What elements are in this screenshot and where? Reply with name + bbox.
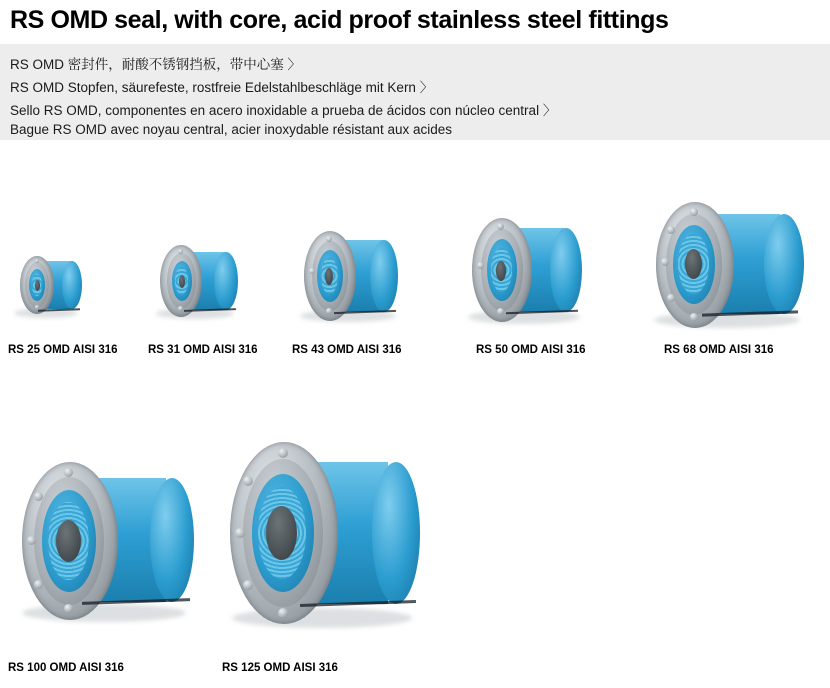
seal-core xyxy=(685,249,702,279)
seal-barrel-end xyxy=(214,252,238,310)
product-caption: RS 68 OMD AISI 316 xyxy=(664,344,774,356)
product-caption: RS 100 OMD AISI 316 xyxy=(8,662,124,674)
seal-bolt xyxy=(326,236,332,242)
subtitle-french: Bague RS OMD avec noyau central, acier inoxydable résistant aux acides xyxy=(10,122,452,137)
seal-bolt xyxy=(178,306,183,311)
seal-bolt xyxy=(35,259,39,263)
product-image-rs68 xyxy=(640,196,820,336)
seal-bolt xyxy=(278,448,288,458)
seal-bolt xyxy=(667,226,675,234)
product-caption: RS 25 OMD AISI 316 xyxy=(8,344,118,356)
seal-core xyxy=(266,506,297,560)
seal-barrel-end xyxy=(372,462,420,604)
seal-bolt xyxy=(64,604,73,613)
product-image-rs125 xyxy=(216,432,428,637)
product-caption: RS 43 OMD AISI 316 xyxy=(292,344,402,356)
seal-bolt xyxy=(497,223,504,230)
seal-bolt xyxy=(477,262,484,269)
seal-barrel-end xyxy=(62,261,82,309)
product-caption: RS 31 OMD AISI 316 xyxy=(148,344,258,356)
product-image-rs100 xyxy=(8,452,204,632)
seal-core xyxy=(179,275,185,288)
seal-barrel-end xyxy=(370,240,398,312)
product-image-rs25 xyxy=(8,252,84,324)
seal-core xyxy=(496,261,506,281)
seal-bolt xyxy=(243,476,253,486)
seal-core xyxy=(56,520,81,562)
seal-core xyxy=(325,268,333,285)
seal-bolt xyxy=(243,580,253,590)
subtitle-chinese: RS OMD 密封件，耐酸不锈钢挡板，带中心塞 〉 xyxy=(10,57,302,72)
product-image-rs31 xyxy=(148,240,244,326)
product-image-rs50 xyxy=(456,212,592,332)
seal-barrel-end xyxy=(764,214,804,314)
seal-bolt xyxy=(309,268,315,274)
seal-bolt xyxy=(64,468,73,477)
seal-bolt xyxy=(235,528,245,538)
seal-bolt xyxy=(35,305,39,309)
seal-bolt xyxy=(27,536,36,545)
seal-bolt xyxy=(34,492,43,501)
seal-bolt xyxy=(667,294,675,302)
seal-bolt xyxy=(278,608,288,618)
seal-bolt xyxy=(690,208,698,216)
subtitle-spanish: Sello RS OMD, componentes en acero inoxidable a prueba de ácidos con núcleo central 〉 xyxy=(10,103,557,118)
seal-bolt xyxy=(661,258,669,266)
seal-bolt xyxy=(34,580,43,589)
page-title: RS OMD seal, with core, acid proof stainless steel fittings xyxy=(10,6,669,34)
product-caption: RS 125 OMD AISI 316 xyxy=(222,662,338,674)
seal-bolt xyxy=(178,249,183,254)
translations-band xyxy=(0,44,830,140)
seal-bolt xyxy=(690,313,698,321)
seal-core xyxy=(35,280,40,291)
subtitle-german: RS OMD Stopfen, säurefeste, rostfreie Edelstahlbeschläge mit Kern 〉 xyxy=(10,80,434,95)
product-caption: RS 50 OMD AISI 316 xyxy=(476,344,586,356)
seal-barrel-end xyxy=(150,478,194,602)
seal-bolt xyxy=(497,308,504,315)
seal-barrel-end xyxy=(550,228,582,312)
seal-bolt xyxy=(326,308,332,314)
